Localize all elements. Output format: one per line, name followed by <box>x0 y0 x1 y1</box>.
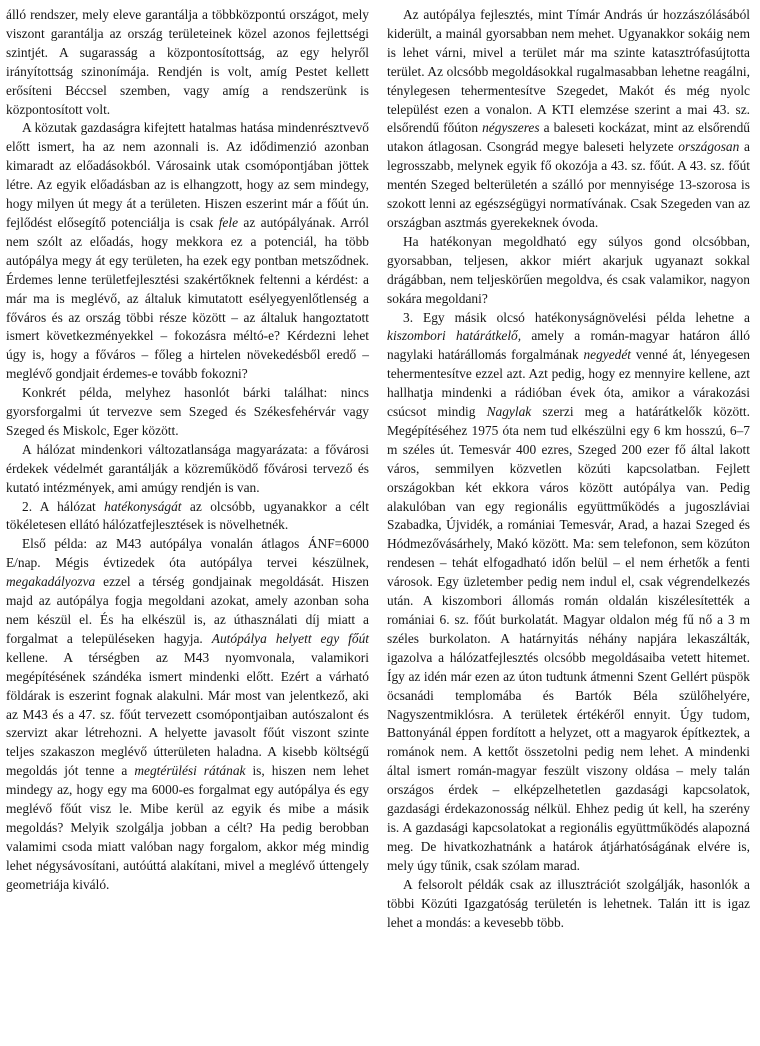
paragraph <box>387 6 750 233</box>
italic-emphasis: megtérülési rátának <box>134 763 246 779</box>
paragraph <box>6 6 369 119</box>
paragraph <box>6 441 369 498</box>
paragraph <box>387 233 750 309</box>
right-text-column <box>387 6 750 1046</box>
paragraph <box>6 119 369 384</box>
italic-emphasis: megakadályozva <box>6 574 96 590</box>
text-run: a baleseti kockázat, mint az elsőrendű utakon átlagosan. Csongrád megye baleseti helyzete <box>387 120 751 155</box>
italic-emphasis: Autópálya helyett egy főút <box>211 630 370 646</box>
text-run: álló rendszer, mely eleve garantálja a többközpontú országot, mely viszont garantálja az ország területeinek közel azonos fejlettségi szintjét. A sugarasság a központosítottság, az egy helyről irányítottság szinonímája. Rendjén is volt, amíg Pestet kellett erősíteni Béccsel szemben, vagy amíg a rendszerünk is központosított volt. <box>6 7 369 117</box>
text-run: is, hiszen nem lehet mindegy az, hogy egy ma 6000-es forgalmat egy autópálya és egy meglévő főút visz le. Mibe kerül az egyik és mibe a másik megoldás? Melyik szolgálja jobban a célt? Ha pedig berobban valamimi csoda miatt valóban nagy forgalom, akkor még mindig lehet négysávosítani, autóúttá alakítani, mivel a meglévő úttengely geometriája kiváló. <box>6 763 369 892</box>
text-run: A közutak gazdaságra kifejtett hatalmas hatása mindenrésztvevő előtt ismert, ha az nem azonnali is. Az idődimenzió azonban kimaradt az előadásokból. Városaink utak csomópontjában jöttek létre. Az egyik előadásban az is elhangzott, hogy az sem mindegy, hogy milyen út megy át a területen. Hiszen eszerint már a főút ún. fejlődést elősegítő potenciálja is csak <box>6 120 369 230</box>
paragraph <box>6 535 369 894</box>
italic-emphasis: kiszombori határátkelő, <box>387 328 522 344</box>
text-run: A felsorolt példák csak az illusztrációt szolgálják, hasonlók a többi Közúti Igazgatóság területén is lehetnek. Talán itt is igaz lehet a mondás: a kevesebb több. <box>387 876 750 930</box>
text-run: a legrosszabb, melynek egyik fő okozója a 43. sz. főút. A 43. sz. főút mentén Szeged belterületén a szálló por mennyisége 13-szorosa is szokott lenni az egészségügyi normatívának. Csak Szegeden van az országban asztmás gyerekeknek óvoda. <box>387 139 751 230</box>
italic-emphasis: hatékonyságát <box>104 498 182 514</box>
text-run: A hálózat mindenkori változatlansága magyarázata: a fővárosi érdekek védelmét garantálják a közreműködő fővárosi tervező és kutató intézmények, ami amúgy rendjén is van. <box>6 441 369 495</box>
text-run: ezzel a térség gondjainak megoldását. Hiszen majd az autópálya fogja megoldani azokat, amely azonban soha nem készül el. És ha elkészül is, az úthasználati díj miatt a forgalmat a településeken hagyja. <box>6 574 369 646</box>
text-run: Konkrét példa, melyhez hasonlót bárki találhat: nincs gyorsforgalmi út tervezve sem Szeged és Székesfehérvár vagy Szeged és Miskolc, Eger között. <box>6 385 369 438</box>
text-run: kellene. A térségben az M43 nyomvonala, valamikori megépítésének szándéka ismert mindenki előtt. Ezért a várható földárak is eszerint fognak alakulni. Már most van jelentkező, aki az M43 és a 47. sz. főút tervezett csomópontjaiban autószalont és szervizt akar létrehozni. A helyette javasolt főút viszont szinte teljes szakaszon meglévő útterületen haladna. A kisebb költségű megoldás jót tenne a <box>6 649 369 779</box>
italic-emphasis: Nagylak <box>486 404 532 420</box>
text-run: 3. Egy másik olcsó hatékonyságnövelési példa lehetne a <box>403 309 750 325</box>
paragraph <box>6 384 369 441</box>
text-run: Első példa: az M43 autópálya vonalán átlagos ÁNF=6000 E/nap. Mégis évtizedek óta autópálya tervei készülnek, <box>6 536 369 571</box>
italic-emphasis: négyszeres <box>482 120 540 136</box>
text-run: Az autópálya fejlesztés, mint Tímár András úr hozzászólásából kiderült, a mainál gyorsabban nem mehet. Ugyanakkor sokáig nem is lehet várni, mivel a terület már ma szinte katasztrófasújtotta terület. Az olcsóbb megoldásokkal rugalmasabban lehetne reagálni, ténylegesen tehermentesítve Szegedet, Makót és még nyolc települést ezen a vonalon. A KTI elemzése szerint a mai 43. sz. elsőrendű főúton <box>387 7 750 136</box>
text-run: az olcsóbb, ugyanakkor a célt tökéletesen ellátó hálózatfejlesztések is növelhetnék. <box>6 498 369 533</box>
italic-emphasis: negyedét <box>583 347 632 363</box>
text-run: az autópályának. Arról nem szólt az előadás, hogy mekkora ez a potenciál, ha több autópálya megy át egy területen, ha ezek egy pontban metsződnek. Érdemes lenne területfejlesztési szakértőknek feltenni a kérdést: a már ma is meglévő, az általuk kimutatott esélyegyenlőtlenség a főváros és az ország többi része között – az általuk hangoztatott ismert következményekkel – fokozásra méltó-e? Kérdezni lehet úgy is, hogy a főváros – főleg a hirtelen növekedésből eredő – meglévő gondjait érdemes-e tovább fokozni? <box>6 214 369 382</box>
text-run: 2. A hálózat <box>22 498 105 514</box>
italic-emphasis: fele <box>218 214 239 230</box>
paragraph <box>387 876 750 933</box>
text-run: venné át, lényegesen tehermentesítve ezzel azt. Azt pedig, hogy ez mennyire kellene, azt hallhatja mindenki a rádióban évek óta, amikor a várakozási csúcsot mindig <box>387 347 750 420</box>
text-run: amely a román-magyar határon álló nagylaki határállomás forgalmának <box>387 328 750 363</box>
text-run: szerzi meg a határátkelők között. Megépítéséhez 1975 óta nem tud elkészülni egy 6 km hosszú, 6–7 m széles út. Temesvár 400 ezres, Szeged 200 ezer fő által lakott város, semmilyen közvetlen közúti kapcsolatban. Fejlett országokban két ekkora város között autópálya van. Pedig alakulóban van egy regionális együttműködés a jugoszláviai Szabadka, Újvidék, a romániai Temesvár, Arad, a hazai Szeged és Hódmezővásárhely, Makó között. Ma: sem telefonon, sem közúton rendesen – tehát elfogadható időn belül – el nem érhetők a fenti városok. Egy üzletember pedig nem indul el, csak végrendelkezés után. A kiszombori állomás román oldalán kiszélesítették a romániai 6. sz. főút burkolatát. Magyar oldalon még fű nő a 3 m széles burkolaton. A határnyitás néhány napjára lekaszálták, igazolva a hálózatfejlesztés olcsóbb megoldásaiba vetett hitemet. Így az idén már ezen az úton tudtunk átmenni Szent Gellért püspök öcsanádi templomába és Bartók Béla szülőhelyére, Nagyszentmiklósra. A területek értékéről ennyit. Úgy tudom, Battonyánál éppen fordított a helyzet, ott a magyarok építkeztek, a románok nem. A kettőt összetolni pedig nem lehet. A mindenki által ismert román-magyar feszült viszony oldása – mely talán országos érdek – elképzelhetetlen gazdasági kapcsolatok, gazdasági érdekazonosság nélkül. Ehhez pedig út kell, ha szerény is. A gazdasági kapcsolatokat a regionális együttműködés alapozná meg. De hivatkozhatnánk a határok átjárhatóságának elvére is, mely úgy tűnik, csak szólam marad. <box>387 404 750 873</box>
left-text-column <box>6 6 369 1046</box>
paragraph <box>387 309 750 876</box>
italic-emphasis: országosan <box>678 139 740 155</box>
text-run: Ha hatékonyan megoldható egy súlyos gond olcsóbban, gyorsabban, teljesen, akkor miért akarjuk ugyanazt sokkal drágábban, nem teljeskörűen megoldva, és csak valamikor, nagyon sokára megoldani? <box>387 233 750 306</box>
paragraph <box>6 498 369 536</box>
